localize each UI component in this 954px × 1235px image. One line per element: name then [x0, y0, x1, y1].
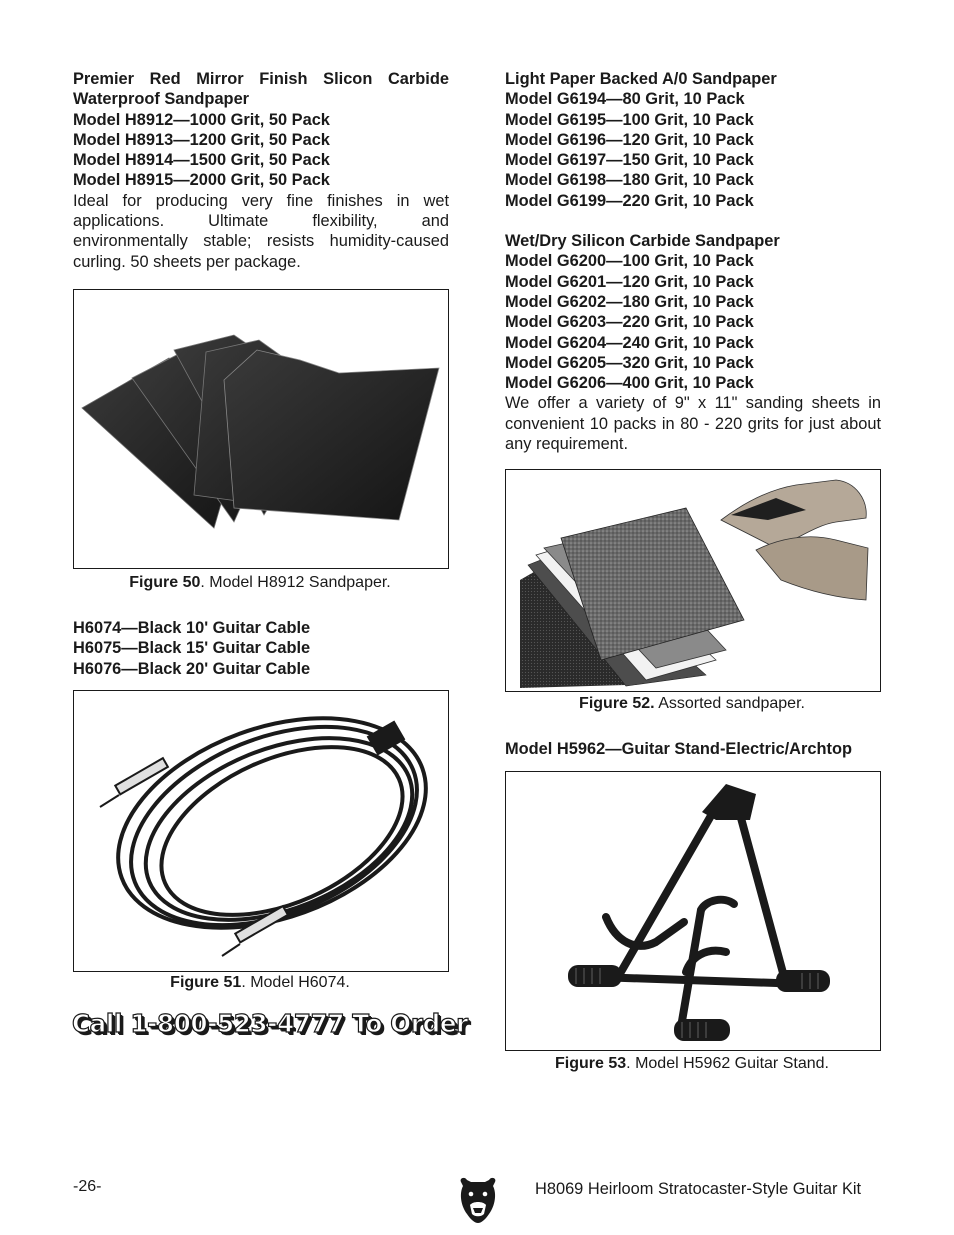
wetdry-model-g6206: Model G6206—400 Grit, 10 Pack	[505, 374, 754, 393]
wetdry-model-g6204: Model G6204—240 Grit, 10 Pack	[505, 333, 754, 352]
figure-50-image	[73, 289, 449, 569]
wetdry-model-g6201: Model G6201—120 Grit, 10 Pack	[505, 272, 754, 291]
left-column	[73, 69, 449, 272]
spacer	[505, 211, 881, 231]
cable-models	[73, 618, 449, 679]
cable-model-h6076: H6076—Black 20' Guitar Cable	[73, 659, 311, 678]
call-to-order: Call 1-800-523-4777 To Order	[72, 1009, 468, 1038]
cable-model-h6075: H6075—Black 15' Guitar Cable	[73, 639, 311, 658]
wetdry-model-g6202: Model G6202—180 Grit, 10 Pack	[505, 292, 754, 311]
figure-51-image	[73, 690, 449, 972]
light-model-g6195: Model G6195—100 Grit, 10 Pack	[505, 110, 754, 129]
document-title: H8069 Heirloom Stratocaster-Style Guitar Kit	[535, 1180, 862, 1198]
light-model-g6196: Model G6196—120 Grit, 10 Pack	[505, 130, 754, 149]
figure-51-caption	[73, 974, 447, 992]
sandpaper-title-line1: Premier Red Mirror Finish Slicon Carbide	[73, 70, 449, 88]
sandpaper-model-h8914: Model H8914—1500 Grit, 50 Pack	[73, 151, 330, 170]
page-number: -26-	[73, 1178, 102, 1195]
wetdry-model-g6200: Model G6200—100 Grit, 10 Pack	[505, 252, 754, 271]
figure-51-text: . Model H6074.	[241, 974, 350, 991]
figure-53-text: . Model H5962 Guitar Stand.	[626, 1055, 829, 1072]
bear-logo-icon	[457, 1176, 499, 1224]
sandpaper-model-h8913: Model H8913—1200 Grit, 50 Pack	[73, 130, 330, 149]
figure-51-label: Figure 51	[170, 974, 242, 991]
wetdry-model-g6203: Model G6203—220 Grit, 10 Pack	[505, 313, 754, 332]
figure-50-text: . Model H8912 Sandpaper.	[200, 574, 391, 591]
figure-52-caption	[505, 695, 879, 713]
figure-53-caption	[505, 1055, 879, 1073]
cable-model-h6074: H6074—Black 10' Guitar Cable	[73, 619, 311, 637]
light-sandpaper-title: Light Paper Backed A/0 Sandpaper	[505, 70, 777, 88]
figure-52-image	[505, 469, 881, 692]
stand-model-h5962: Model H5962—Guitar Stand-Electric/Archtop	[505, 740, 853, 758]
sandpaper-model-h8912: Model H8912—1000 Grit, 50 Pack	[73, 110, 330, 129]
figure-53-label: Figure 53	[555, 1055, 627, 1072]
figure-53-image	[505, 771, 881, 1051]
light-model-g6199: Model G6199—220 Grit, 10 Pack	[505, 191, 754, 210]
figure-50-label: Figure 50	[129, 574, 201, 591]
wetdry-model-g6205: Model G6205—320 Grit, 10 Pack	[505, 353, 754, 372]
figure-52-label: Figure 52.	[579, 695, 655, 712]
light-model-g6197: Model G6197—150 Grit, 10 Pack	[505, 151, 754, 170]
right-column	[505, 69, 881, 454]
sandpaper-description: Ideal for producing very fine finishes in wet applications. Ultimate flexibility, and environmentally stable; resists humidity-caused curling. 50 sheets per package.	[73, 191, 449, 271]
sandpaper-model-h8915: Model H8915—2000 Grit, 50 Pack	[73, 171, 330, 190]
stand-model	[505, 739, 881, 759]
wetdry-description: We offer a variety of 9" x 11" sanding sheets in convenient 10 packs in 80 - 220 grits for just about any requirement.	[505, 394, 881, 454]
light-model-g6198: Model G6198—180 Grit, 10 Pack	[505, 171, 754, 190]
figure-52-text: Assorted sandpaper.	[654, 695, 805, 712]
light-model-g6194: Model G6194—80 Grit, 10 Pack	[505, 90, 745, 109]
figure-50-caption	[73, 574, 447, 592]
wetdry-title: Wet/Dry Silicon Carbide Sandpaper	[505, 232, 780, 251]
sandpaper-title-line2: Waterproof Sandpaper	[73, 90, 250, 109]
